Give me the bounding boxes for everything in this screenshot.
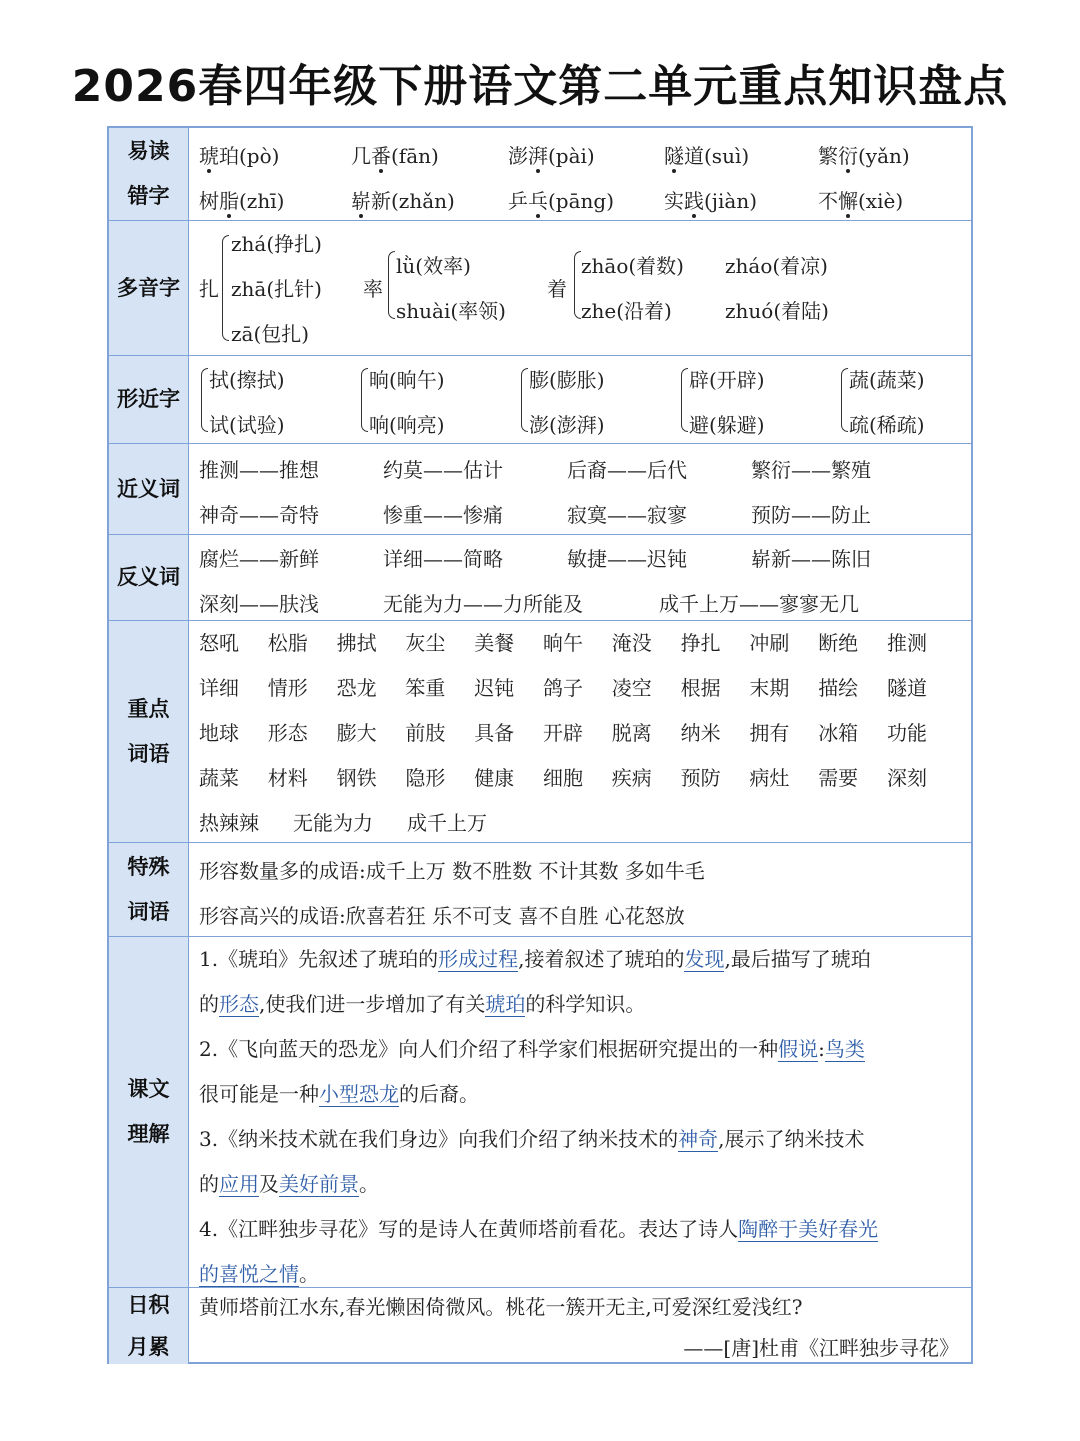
synonym-pair: 繁衍——繁殖 bbox=[751, 458, 871, 482]
key-word: 需要 bbox=[818, 766, 859, 790]
key-word: 冲刷 bbox=[749, 631, 790, 655]
polyphone-item: zhā(扎针) bbox=[231, 277, 322, 301]
key-word: 美餐 bbox=[474, 631, 515, 655]
easy-read-word: 隧道(suì) bbox=[664, 144, 750, 168]
synonym-content bbox=[189, 444, 971, 534]
brace bbox=[361, 368, 368, 432]
understanding-line: 的应用及美好前景。 bbox=[199, 1172, 379, 1196]
key-word: 根据 bbox=[680, 676, 721, 700]
key-word: 无能为力 bbox=[293, 811, 373, 835]
synonym-label: 近义词 bbox=[109, 444, 189, 534]
similar-shape-row bbox=[109, 355, 971, 443]
special-words-row bbox=[109, 842, 971, 936]
text-understanding-label: 课文 理解 bbox=[109, 937, 189, 1287]
daily-accumulation-row bbox=[109, 1287, 971, 1364]
key-word: 断绝 bbox=[818, 631, 859, 655]
understanding-line: 4.《江畔独步寻花》写的是诗人在黄师塔前看花。表达了诗人陶醉于美好春光 bbox=[199, 1217, 879, 1241]
key-word: 深刻 bbox=[887, 766, 927, 790]
key-word: 松脂 bbox=[267, 631, 308, 655]
easy-read-word: 乒乓(pāng) bbox=[508, 189, 615, 213]
similar-char: 晌(晌午) bbox=[369, 368, 445, 392]
understanding-line: 的喜悦之情。 bbox=[199, 1262, 319, 1286]
key-word: 恐龙 bbox=[336, 676, 377, 700]
special-line: 形容高兴的成语:欣喜若狂 乐不可支 喜不自胜 心花怒放 bbox=[199, 904, 685, 928]
synonym-row bbox=[109, 443, 971, 534]
key-word: 详细 bbox=[199, 676, 239, 700]
brace bbox=[841, 368, 848, 432]
key-word: 钢铁 bbox=[336, 766, 377, 790]
easy-read-word: 崭新(zhǎn) bbox=[351, 189, 455, 213]
easy-read-word: 琥珀(pò) bbox=[199, 144, 280, 168]
key-word: 健康 bbox=[474, 766, 515, 790]
easy-read-label: 易读 错字 bbox=[109, 128, 189, 220]
polyphone-char-zha: 扎 bbox=[199, 277, 219, 301]
key-word: 描绘 bbox=[818, 676, 859, 700]
easy-read-word: 繁衍(yǎn) bbox=[818, 144, 910, 168]
polyphone-item: zhe(沿着) bbox=[581, 299, 672, 323]
key-word: 膨大 bbox=[336, 721, 377, 745]
key-word: 情形 bbox=[267, 676, 308, 700]
daily-accumulation-content bbox=[189, 1288, 971, 1364]
key-word: 具备 bbox=[474, 721, 515, 745]
easy-read-content bbox=[189, 128, 971, 220]
daily-accumulation-label: 日积 月累 bbox=[109, 1288, 189, 1364]
poem-text: 黄师塔前江水东,春光懒困倚微风。桃花一簇开无主,可爱深红爱浅红? bbox=[199, 1295, 803, 1319]
polyphone-char-lv: 率 bbox=[363, 277, 383, 301]
special-line: 形容数量多的成语:成千上万 数不胜数 不计其数 多如牛毛 bbox=[199, 859, 705, 883]
key-word: 迟钝 bbox=[474, 676, 515, 700]
synonym-pair: 寂寞——寂寥 bbox=[567, 503, 687, 527]
similar-char: 避(躲避) bbox=[689, 413, 765, 437]
antonym-pair: 详细——简略 bbox=[383, 547, 503, 571]
antonym-pair: 崭新——陈旧 bbox=[751, 547, 871, 571]
key-word: 拂拭 bbox=[336, 631, 377, 655]
antonym-pair: 无能为力——力所能及 bbox=[383, 592, 583, 616]
polyphone-item: zā(包扎) bbox=[231, 322, 310, 346]
similar-char: 疏(稀疏) bbox=[849, 413, 925, 437]
key-word: 笨重 bbox=[405, 676, 446, 700]
polyphone-item: zhāo(着数) bbox=[581, 254, 684, 278]
knowledge-table bbox=[107, 126, 973, 1364]
key-word: 形态 bbox=[267, 721, 308, 745]
similar-char: 响(响亮) bbox=[369, 413, 445, 437]
antonym-content bbox=[189, 535, 971, 620]
brace bbox=[574, 251, 581, 319]
key-words-label: 重点 词语 bbox=[109, 621, 189, 842]
key-word: 拥有 bbox=[749, 721, 790, 745]
page-title: 2026春四年级下册语文第二单元重点知识盘点 bbox=[71, 61, 1009, 112]
key-word: 冰箱 bbox=[818, 721, 859, 745]
key-word: 隐形 bbox=[405, 766, 446, 790]
key-word: 材料 bbox=[267, 766, 308, 790]
antonym-pair: 敏捷——迟钝 bbox=[567, 547, 687, 571]
key-word: 地球 bbox=[199, 721, 239, 745]
key-word: 成千上万 bbox=[407, 811, 487, 835]
key-word: 蔬菜 bbox=[199, 766, 239, 790]
synonym-pair: 后裔——后代 bbox=[567, 458, 687, 482]
key-word: 前肢 bbox=[405, 721, 446, 745]
key-word: 末期 bbox=[749, 676, 790, 700]
key-word: 挣扎 bbox=[680, 631, 721, 655]
key-word: 病灶 bbox=[749, 766, 790, 790]
easy-read-word: 几番(fān) bbox=[351, 144, 439, 168]
polyphone-row bbox=[109, 220, 971, 355]
understanding-line: 1.《琥珀》先叙述了琥珀的形成过程,接着叙述了琥珀的发现,最后描写了琥珀 bbox=[199, 947, 871, 971]
key-word: 鸽子 bbox=[543, 676, 583, 700]
polyphone-content bbox=[189, 221, 971, 355]
key-words-content bbox=[189, 621, 971, 842]
polyphone-item: zhá(挣扎) bbox=[231, 232, 322, 256]
key-word: 淹没 bbox=[611, 631, 652, 655]
antonym-row bbox=[109, 534, 971, 620]
similar-char: 拭(擦拭) bbox=[209, 368, 285, 392]
key-word: 细胞 bbox=[543, 766, 583, 790]
poem-source: ——[唐]杜甫《江畔独步寻花》 bbox=[683, 1336, 959, 1360]
key-word: 热辣辣 bbox=[199, 811, 259, 835]
polyphone-item: zhuó(着陆) bbox=[725, 299, 829, 323]
similar-char: 试(试验) bbox=[209, 413, 285, 437]
special-words-content bbox=[189, 843, 971, 936]
understanding-line: 3.《纳米技术就在我们身边》向我们介绍了纳米技术的神奇,展示了纳米技术 bbox=[199, 1127, 865, 1151]
polyphone-item: shuài(率领) bbox=[396, 299, 506, 323]
key-word: 凌空 bbox=[611, 676, 652, 700]
key-word: 隧道 bbox=[887, 676, 927, 700]
antonym-pair: 成千上万——寥寥无几 bbox=[659, 592, 859, 616]
key-word: 灰尘 bbox=[405, 631, 446, 655]
easy-read-word: 实践(jiàn) bbox=[664, 189, 758, 213]
key-words-row bbox=[109, 620, 971, 842]
special-words-label: 特殊 词语 bbox=[109, 843, 189, 936]
key-word: 纳米 bbox=[680, 721, 721, 745]
similar-char: 膨(膨胀) bbox=[529, 368, 605, 392]
key-word: 功能 bbox=[887, 721, 927, 745]
antonym-pair: 深刻——肤浅 bbox=[199, 592, 319, 616]
synonym-pair: 约莫——估计 bbox=[383, 458, 503, 482]
easy-read-word: 澎湃(pài) bbox=[508, 144, 595, 168]
brace bbox=[222, 235, 229, 341]
similar-char: 辟(开辟) bbox=[689, 368, 765, 392]
antonym-label: 反义词 bbox=[109, 535, 189, 620]
polyphone-label: 多音字 bbox=[109, 221, 189, 355]
synonym-pair: 神奇——奇特 bbox=[199, 503, 319, 527]
easy-read-row bbox=[109, 128, 971, 220]
similar-char: 澎(澎湃) bbox=[529, 413, 605, 437]
key-word: 开辟 bbox=[543, 721, 583, 745]
synonym-pair: 惨重——惨痛 bbox=[383, 503, 503, 527]
synonym-pair: 预防——防止 bbox=[751, 503, 871, 527]
polyphone-item: zháo(着凉) bbox=[725, 254, 828, 278]
key-word: 怒吼 bbox=[199, 631, 239, 655]
synonym-pair: 推测——推想 bbox=[199, 458, 319, 482]
text-understanding-row bbox=[109, 936, 971, 1287]
understanding-line: 的形态,使我们进一步增加了有关琥珀的科学知识。 bbox=[199, 992, 646, 1016]
understanding-line: 很可能是一种小型恐龙的后裔。 bbox=[199, 1082, 479, 1106]
polyphone-item: lǜ(效率) bbox=[396, 254, 471, 278]
antonym-pair: 腐烂——新鲜 bbox=[199, 547, 319, 571]
similar-shape-content bbox=[189, 356, 971, 443]
easy-read-word: 不懈(xiè) bbox=[818, 189, 904, 213]
key-word: 晌午 bbox=[543, 631, 583, 655]
brace bbox=[681, 368, 688, 432]
brace bbox=[201, 368, 208, 432]
key-word: 疾病 bbox=[611, 766, 652, 790]
key-word: 预防 bbox=[680, 766, 721, 790]
key-word: 推测 bbox=[887, 631, 927, 655]
polyphone-char-zhe: 着 bbox=[547, 277, 567, 301]
similar-shape-label: 形近字 bbox=[109, 356, 189, 443]
easy-read-word: 树脂(zhī) bbox=[199, 189, 285, 213]
brace bbox=[521, 368, 528, 432]
similar-char: 蔬(蔬菜) bbox=[849, 368, 925, 392]
understanding-line: 2.《飞向蓝天的恐龙》向人们介绍了科学家们根据研究提出的一种假说:鸟类 bbox=[199, 1037, 865, 1061]
key-word: 脱离 bbox=[611, 721, 652, 745]
text-understanding-content bbox=[189, 937, 971, 1287]
brace bbox=[388, 251, 395, 319]
